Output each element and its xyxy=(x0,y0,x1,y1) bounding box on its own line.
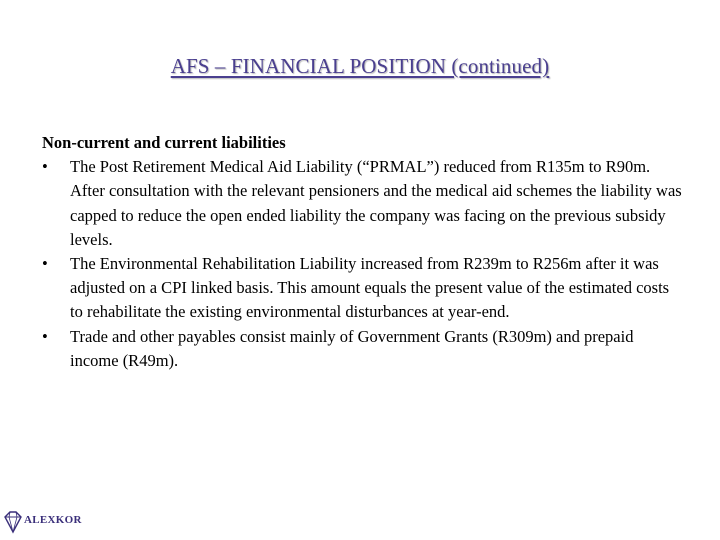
bullet-list xyxy=(42,155,682,373)
bullet-marker: • xyxy=(42,326,48,346)
bullet-marker: • xyxy=(42,254,48,274)
logo-text: ALEXKOR xyxy=(24,514,82,526)
bullet-item-payables xyxy=(42,325,682,373)
bullet-text: Trade and other payables consist mainly of Government Grants (R309m) and prepaid income (R49m). xyxy=(70,326,634,370)
bullet-item-environmental xyxy=(42,252,682,325)
bullet-item-prmal xyxy=(42,155,682,252)
bullet-text: The Environmental Rehabilitation Liability increased from R239m to R256m after it was adjusted on a CPI linked basis. This amount equals the present value of the estimated costs to rehabilitate the existing environmental disturbances at year-end. xyxy=(70,254,670,322)
section-heading: Non-current and current liabilities xyxy=(42,133,286,152)
bullet-text: The Post Retirement Medical Aid Liability (“PRMAL”) reduced from R135m to R90m. After consultation with the relevant pensioners and the medical aid schemes the liability was capped to reduce the open ended liability the company was facing on the previous subsidy levels. xyxy=(70,157,682,249)
company-logo xyxy=(2,508,92,536)
diamond-logo-icon xyxy=(2,508,24,536)
slide-title: AFS – FINANCIAL POSITION (continued) xyxy=(170,54,550,78)
bullet-marker: • xyxy=(42,157,48,177)
slide-content xyxy=(42,131,682,373)
